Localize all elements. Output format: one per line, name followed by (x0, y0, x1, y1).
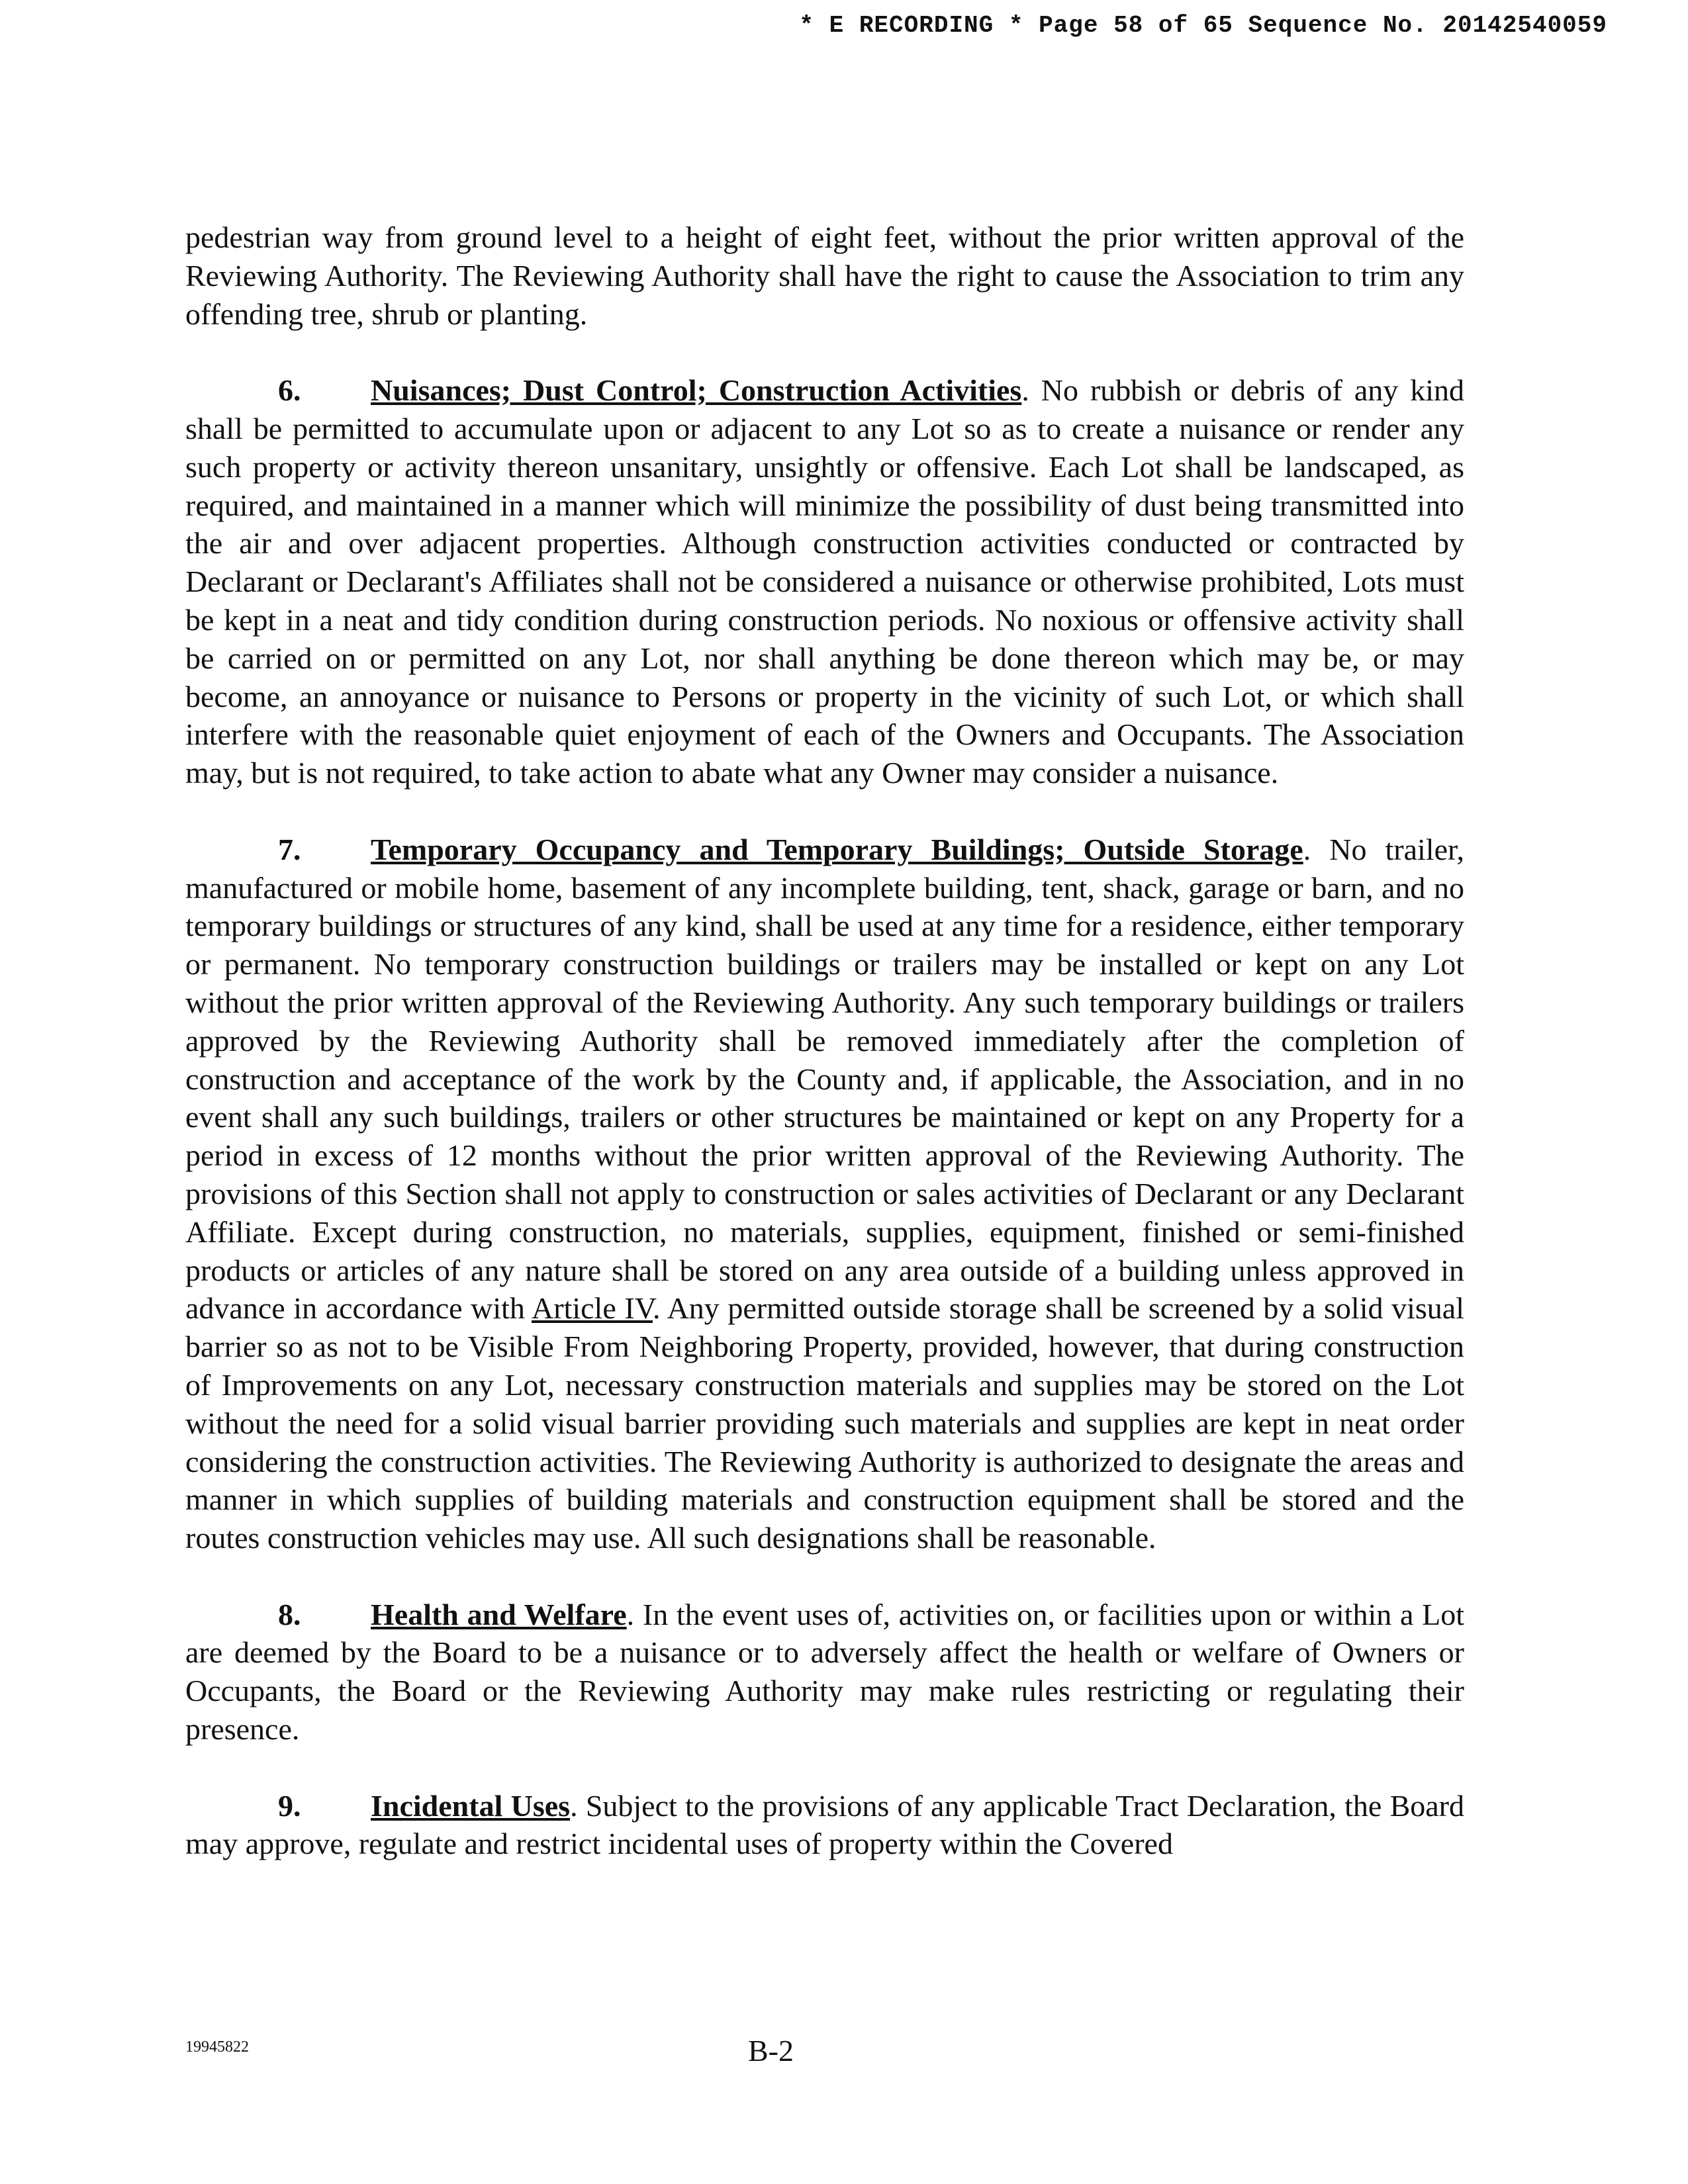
document-id: 19945822 (185, 2038, 249, 2056)
paragraph-5-continued (185, 218, 1464, 333)
section-9 (185, 1787, 1464, 1864)
section-7 (185, 831, 1464, 1557)
section-text-continued: . Any permitted outside storage shall be screened by a solid visual barrier so as not to be Visible From Neighboring Property, provided, however, that during construction of Improvements on any Lot, necessary construction materials and supplies may be stored on the Lot without the need for a solid visual barrier providing such materials and supplies are kept in neat order considering the construction activities. The Reviewing Authority is authorized to designate the areas and manner in which supplies of building materials and construction equipment shall be stored and the routes construction vehicles may use. All such designations shall be reasonable. (185, 1291, 1465, 1555)
section-heading: Incidental Uses (371, 1788, 571, 1823)
section-number: 6. (278, 373, 301, 408)
section-text: . In the event uses of, activities on, or facilities upon or within a Lot are deemed by the Board to be a nuisance or to adversely affect the health or welfare of Owners or Occupants, the Board or the Reviewing Authority may make rules restricting or regulating their presence. (185, 1597, 1464, 1747)
document-body (185, 218, 1464, 1901)
recording-stamp: * E RECORDING * Page 58 of 65 Sequence No. 20142540059 (799, 12, 1607, 39)
section-text: . Subject to the provisions of any applicable Tract Declaration, the Board may approve, regulate and restrict incidental uses of property within the Covered (185, 1788, 1464, 1861)
section-text: . No trailer, manufactured or mobile home, basement of any incomplete building, tent, shack, garage or barn, and no temporary buildings or structures of any kind, shall be used at any time for a residence, either temporary or permanent. No temporary construction buildings or trailers may be installed or kept on any Lot without the prior written approval of the Reviewing Authority. Any such temporary buildings or trailers approved by the Reviewing Authority shall be removed immediately after the completion of construction and acceptance of the work by the County and, if applicable, the Association, and in no event shall any such buildings, trailers or other structures be maintained or kept on any Property for a period in excess of 12 months without the prior written approval of the Reviewing Authority. The provisions of this Section shall not apply to construction or sales activities of Declarant or any Declarant Affiliate. Except during construction, no materials, supplies, equipment, finished or semi-finished products or articles of any nature shall be stored on any area outside of a building unless approved in advance in accordance with (185, 832, 1464, 1326)
section-heading: Temporary Occupancy and Temporary Buildings; Outside Storage (371, 832, 1303, 866)
section-number: 7. (278, 832, 301, 866)
page-number: B-2 (748, 2034, 794, 2068)
section-heading: Health and Welfare (371, 1597, 627, 1631)
section-heading: Nuisances; Dust Control; Construction Activities (371, 373, 1022, 408)
article-reference: Article IV (532, 1291, 653, 1326)
section-8 (185, 1596, 1464, 1749)
paragraph-text: pedestrian way from ground level to a height of eight feet, without the prior written approval of the Reviewing Authority. The Reviewing Authority shall have the right to cause the Association to trim any offending tree, shrub or planting. (185, 220, 1464, 331)
section-number: 8. (278, 1597, 301, 1631)
section-number: 9. (278, 1788, 301, 1823)
section-6 (185, 371, 1464, 792)
section-text: . No rubbish or debris of any kind shall be permitted to accumulate upon or adjacent to any Lot so as to create a nuisance or render any such property or activity thereon unsanitary, unsightly or offensive. Each Lot shall be landscaped, as required, and maintained in a manner which will minimize the possibility of dust being transmitted into the air and over adjacent properties. Although construction activities conducted or contracted by Declarant or Declarant's Affiliates shall not be considered a nuisance or otherwise prohibited, Lots must be kept in a neat and tidy condition during construction periods. No noxious or offensive activity shall be carried on or permitted on any Lot, nor shall anything be done thereon which may be, or may become, an annoyance or nuisance to Persons or property in the vicinity of such Lot, or which shall interfere with the reasonable quiet enjoyment of each of the Owners and Occupants. The Association may, but is not required, to take action to abate what any Owner may consider a nuisance. (185, 373, 1464, 790)
